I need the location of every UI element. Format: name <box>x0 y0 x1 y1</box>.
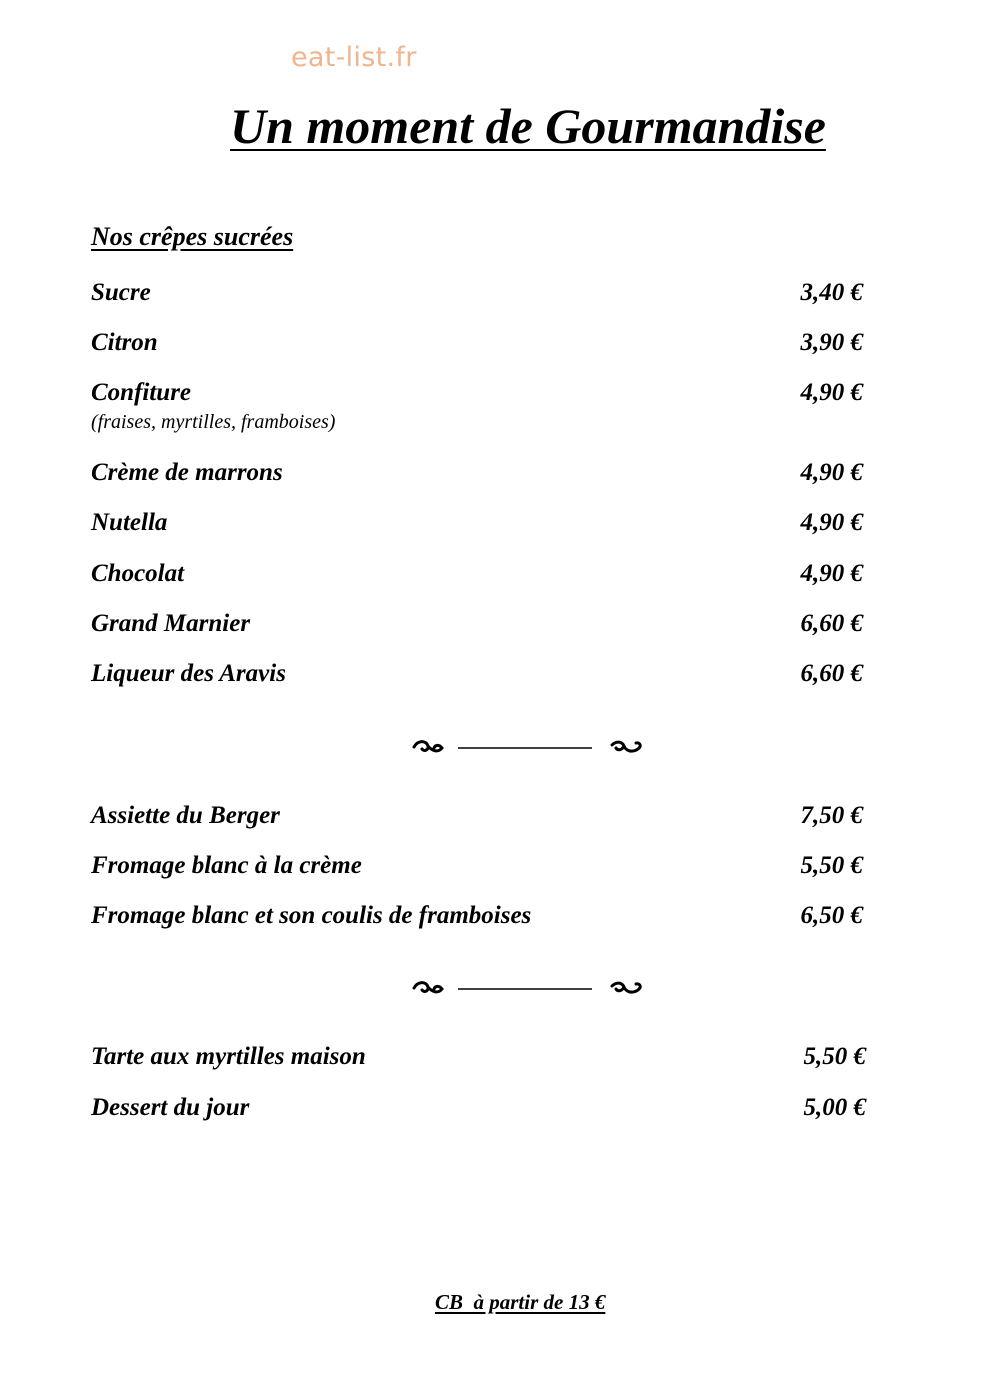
item-price: 5,00 € <box>803 1094 866 1121</box>
page-title: Un moment de Gourmandise <box>230 98 826 154</box>
watermark: eat-list.fr <box>291 42 417 73</box>
item-name: Grand Marnier <box>91 610 251 637</box>
scroll-ornament-right-icon <box>612 742 640 751</box>
payment-note: CB à partir de 13 € <box>435 1290 606 1314</box>
menu-item <box>91 899 863 935</box>
scroll-ornament-left-icon <box>414 983 442 992</box>
item-price: 4,90 € <box>800 379 863 406</box>
item-name: Chocolat <box>91 560 185 587</box>
item-name: Assiette du Berger <box>91 802 280 829</box>
menu-item <box>91 1091 866 1127</box>
item-name: Sucre <box>91 279 151 306</box>
item-price: 6,60 € <box>800 660 863 687</box>
menu-item <box>91 376 863 440</box>
item-price: 4,90 € <box>800 560 863 587</box>
menu-item <box>91 557 863 593</box>
ornament-divider <box>412 978 644 998</box>
menu-item <box>91 506 863 542</box>
menu-item <box>91 456 863 492</box>
item-name: Crème de marrons <box>91 459 283 486</box>
item-name: Dessert du jour <box>91 1094 250 1121</box>
section-heading: Nos crêpes sucrées <box>91 222 294 251</box>
item-name: Citron <box>91 329 158 356</box>
item-price: 4,90 € <box>800 459 863 486</box>
scroll-ornament-right-icon <box>612 983 640 992</box>
scroll-ornament-left-icon <box>414 742 442 751</box>
item-price: 3,90 € <box>800 329 863 356</box>
item-price: 5,50 € <box>800 852 863 879</box>
menu-item <box>91 607 863 643</box>
item-name: Tarte aux myrtilles maison <box>91 1043 366 1070</box>
item-name: Confiture <box>91 379 192 406</box>
item-name: Fromage blanc et son coulis de framboises <box>91 902 532 929</box>
menu-item <box>91 849 863 885</box>
menu-item <box>91 799 863 835</box>
menu-item <box>91 657 863 693</box>
item-price: 6,50 € <box>800 902 863 929</box>
item-price: 7,50 € <box>800 802 863 829</box>
menu-item <box>91 326 863 362</box>
item-price: 5,50 € <box>803 1043 866 1070</box>
item-note: (fraises, myrtilles, framboises) <box>91 411 336 433</box>
item-name: Fromage blanc à la crème <box>91 852 362 879</box>
item-price: 6,60 € <box>800 610 863 637</box>
menu-item <box>91 276 863 312</box>
item-price: 4,90 € <box>800 509 863 536</box>
item-name: Nutella <box>91 509 168 536</box>
item-price: 3,40 € <box>800 279 863 306</box>
item-name: Liqueur des Aravis <box>91 660 286 687</box>
ornament-divider <box>412 737 644 757</box>
menu-item <box>91 1040 866 1076</box>
